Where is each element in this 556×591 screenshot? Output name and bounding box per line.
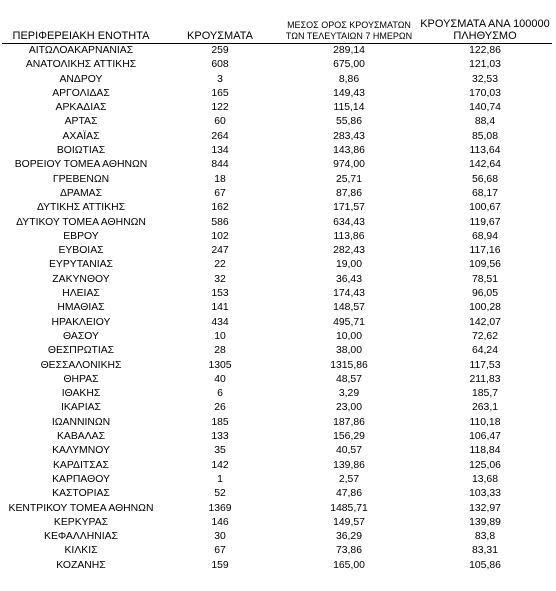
seven-day-average-cell: 675,00 <box>333 59 365 71</box>
table-row <box>2 244 552 258</box>
region-cell: ΑΝΑΤΟΛΙΚΗΣ ΑΤΤΙΚΗΣ <box>25 59 137 71</box>
table-row <box>2 416 552 430</box>
table-row <box>2 287 552 301</box>
region-cell: ΔΥΤΙΚΟΥ ΤΟΜΕΑ ΑΘΗΝΩΝ <box>16 216 146 228</box>
cases-cell: 52 <box>214 488 226 500</box>
region-cell: ΒΟΡΕΙΟΥ ΤΟΜΕΑ ΑΘΗΝΩΝ <box>14 159 148 171</box>
region-cell: ΔΥΤΙΚΗΣ ΑΤΤΙΚΗΣ <box>36 202 126 214</box>
cases-cell: 102 <box>211 230 229 242</box>
table-body <box>2 44 552 573</box>
seven-day-average-cell: 149,43 <box>333 87 365 99</box>
table-row <box>2 544 552 558</box>
seven-day-average-cell: 174,43 <box>333 288 365 300</box>
region-cell: ΑΧΑΪΑΣ <box>62 130 100 142</box>
seven-day-average-cell: 48,57 <box>335 373 362 385</box>
cases-per-100k-cell: 100,28 <box>469 302 501 314</box>
cases-cell: 40 <box>214 373 226 385</box>
cases-cell: 153 <box>211 288 229 300</box>
region-cell: ΕΥΡΥΤΑΝΙΑΣ <box>49 259 113 271</box>
cases-per-100k-cell: 96,05 <box>471 288 498 300</box>
cases-cell: 3 <box>217 73 223 85</box>
cases-cell: 122 <box>211 102 229 114</box>
cases-per-100k-cell: 68,17 <box>471 187 498 199</box>
region-cell: ΖΑΚΥΝΘΟΥ <box>52 273 110 285</box>
cases-cell: 142 <box>211 459 229 471</box>
cases-per-100k-cell: 211,83 <box>469 373 501 385</box>
cases-cell: 18 <box>214 173 226 185</box>
cases-per-100k-cell: 56,68 <box>471 173 498 185</box>
seven-day-average-cell: 283,43 <box>333 130 365 142</box>
seven-day-average-cell: 289,14 <box>333 45 365 56</box>
cases-per-100k-cell: 106,47 <box>469 431 501 443</box>
cases-cell: 586 <box>211 216 229 228</box>
table-row <box>2 373 552 387</box>
seven-day-average-cell: 1485,71 <box>330 502 368 514</box>
seven-day-average-cell: 156,29 <box>333 431 365 443</box>
cases-per-100k-cell: 185,7 <box>471 388 498 400</box>
seven-day-average-cell: 113,86 <box>333 230 365 242</box>
region-cell: ΗΜΑΘΙΑΣ <box>57 302 105 314</box>
cases-cell: 28 <box>214 345 226 357</box>
cases-per-100k-cell: 117,16 <box>469 245 501 257</box>
region-cell: ΙΚΑΡΙΑΣ <box>61 402 101 414</box>
cases-cell: 67 <box>214 187 226 199</box>
seven-day-average-cell: 115,14 <box>333 102 365 114</box>
cases-per-100k-cell: 170,03 <box>469 87 501 99</box>
cases-cell: 259 <box>211 45 229 56</box>
table-row <box>2 430 552 444</box>
cases-per-100k-cell: 105,86 <box>469 559 501 571</box>
table-row <box>2 359 552 373</box>
seven-day-average-cell: 165,00 <box>333 559 365 571</box>
cases-per-100k-cell: 119,67 <box>469 216 501 228</box>
seven-day-average-cell: 974,00 <box>333 159 365 171</box>
cases-per-100k-cell: 103,33 <box>469 488 501 500</box>
cases-cell: 60 <box>214 116 226 128</box>
cases-per-100k-cell: 263,1 <box>471 402 498 414</box>
seven-day-average-cell: 187,86 <box>333 416 365 428</box>
cases-cell: 67 <box>214 545 226 557</box>
table-row <box>2 58 552 72</box>
region-cell: ΒΟΙΩΤΙΑΣ <box>56 145 106 157</box>
cases-per-100k-cell: 121,03 <box>469 59 501 71</box>
table-row <box>2 516 552 530</box>
seven-day-average-cell: 73,86 <box>335 545 362 557</box>
header-region: ΠΕΡΙΦΕΡΕΙΑΚΗ ΕΝΟΤΗΤΑ <box>2 18 160 44</box>
region-cell: ΚΑΡΠΑΘΟΥ <box>52 473 110 485</box>
region-cell: ΓΡΕΒΕΝΩΝ <box>52 173 110 185</box>
region-cell: ΚΑΣΤΟΡΙΑΣ <box>52 488 110 500</box>
seven-day-average-cell: 495,71 <box>333 316 365 328</box>
cases-cell: 185 <box>211 416 229 428</box>
cases-cell: 844 <box>211 159 229 171</box>
table-row <box>2 316 552 330</box>
table-row <box>2 144 552 158</box>
cases-cell: 165 <box>211 87 229 99</box>
table-row <box>2 387 552 401</box>
region-cell: ΘΑΣΟΥ <box>63 330 99 342</box>
seven-day-average-cell: 38,00 <box>335 345 362 357</box>
seven-day-average-cell: 25,71 <box>335 173 362 185</box>
cases-per-100k-cell: 83,8 <box>474 531 496 543</box>
seven-day-average-cell: 149,57 <box>333 516 365 528</box>
cases-cell: 1305 <box>208 359 232 371</box>
table-row <box>2 273 552 287</box>
region-cell: ΚΑΛΥΜΝΟΥ <box>52 445 110 457</box>
table-row <box>2 487 552 501</box>
table-row <box>2 158 552 172</box>
cases-per-100k-cell: 110,18 <box>469 416 501 428</box>
seven-day-average-cell: 40,57 <box>335 445 362 457</box>
region-cell: ΘΕΣΣΑΛΟΝΙΚΗΣ <box>40 359 122 371</box>
cases-per-100k-cell: 100,67 <box>469 202 501 214</box>
region-cell: ΗΛΕΙΑΣ <box>62 288 100 300</box>
table-row <box>2 101 552 115</box>
seven-day-average-cell: 3,29 <box>338 388 360 400</box>
cases-cell: 434 <box>211 316 229 328</box>
table-row <box>2 216 552 230</box>
cases-per-100k-cell: 85,08 <box>471 130 498 142</box>
header-cases-per-100k <box>418 18 552 44</box>
table-row <box>2 73 552 87</box>
seven-day-average-cell: 19,00 <box>335 259 362 271</box>
cases-per-100k-cell: 72,62 <box>471 330 498 342</box>
region-cell: ΘΗΡΑΣ <box>63 373 99 385</box>
region-cell: ΚΟΖΑΝΗΣ <box>56 559 106 571</box>
cases-cell: 1369 <box>208 502 232 514</box>
cases-cell: 30 <box>214 531 226 543</box>
region-cell: ΔΡΑΜΑΣ <box>59 187 103 199</box>
table-row <box>2 173 552 187</box>
cases-cell: 10 <box>214 330 226 342</box>
seven-day-average-cell: 143,86 <box>333 145 365 157</box>
seven-day-average-cell: 47,86 <box>335 488 362 500</box>
region-cell: ΚΙΛΚΙΣ <box>64 545 98 557</box>
region-cell: ΘΕΣΠΡΩΤΙΑΣ <box>47 345 115 357</box>
table-row <box>2 459 552 473</box>
cases-per-100k-cell: 13,68 <box>471 473 498 485</box>
regional-cases-table <box>2 18 552 573</box>
table-row <box>2 344 552 358</box>
seven-day-average-cell: 36,29 <box>335 531 362 543</box>
seven-day-average-cell: 148,57 <box>333 302 365 314</box>
header-seven-day-average-line2: ΤΩΝ ΤΕΛΕΥΤΑΙΩΝ 7 ΗΜΕΡΩΝ <box>285 31 413 41</box>
table-row <box>2 330 552 344</box>
region-cell: ΚΑΒΑΛΑΣ <box>56 431 106 443</box>
cases-cell: 1 <box>217 473 223 485</box>
table-row <box>2 44 552 59</box>
cases-cell: 141 <box>211 302 229 314</box>
cases-cell: 32 <box>214 273 226 285</box>
region-cell: ΑΡΓΟΛΙΔΑΣ <box>52 87 110 99</box>
cases-cell: 6 <box>217 388 223 400</box>
cases-cell: 134 <box>211 145 229 157</box>
cases-per-100k-cell: 132,97 <box>469 502 501 514</box>
cases-per-100k-cell: 142,64 <box>469 159 501 171</box>
seven-day-average-cell: 8,86 <box>338 73 360 85</box>
seven-day-average-cell: 10,00 <box>335 330 362 342</box>
cases-per-100k-cell: 78,51 <box>471 273 498 285</box>
region-cell: ΙΘΑΚΗΣ <box>61 388 101 400</box>
cases-cell: 22 <box>214 259 226 271</box>
table-row <box>2 444 552 458</box>
region-cell: ΙΩΑΝΝΙΝΩΝ <box>51 416 111 428</box>
header-cases: ΚΡΟΥΣΜΑΤΑ <box>160 18 280 44</box>
cases-per-100k-cell: 140,74 <box>469 102 501 114</box>
cases-per-100k-cell: 139,89 <box>469 516 501 528</box>
cases-cell: 35 <box>214 445 226 457</box>
seven-day-average-cell: 2,57 <box>338 473 360 485</box>
region-cell: ΑΙΤΩΛΟΑΚΑΡΝΑΝΙΑΣ <box>28 45 134 56</box>
seven-day-average-cell: 36,43 <box>335 273 362 285</box>
seven-day-average-cell: 139,86 <box>333 459 365 471</box>
table-row <box>2 473 552 487</box>
region-cell: ΚΕΝΤΡΙΚΟΥ ΤΟΜΕΑ ΑΘΗΝΩΝ <box>8 502 154 514</box>
cases-per-100k-cell: 117,53 <box>469 359 501 371</box>
cases-per-100k-cell: 142,07 <box>469 316 501 328</box>
seven-day-average-cell: 55,86 <box>335 116 362 128</box>
seven-day-average-cell: 1315,86 <box>330 359 368 371</box>
header-seven-day-average <box>280 18 418 44</box>
table-row <box>2 502 552 516</box>
region-cell: ΚΕΦΑΛΛΗΝΙΑΣ <box>44 531 118 543</box>
table-row <box>2 201 552 215</box>
table-row <box>2 301 552 315</box>
cases-per-100k-cell: 118,84 <box>469 445 501 457</box>
cases-cell: 264 <box>211 130 229 142</box>
seven-day-average-cell: 634,43 <box>333 216 365 228</box>
table-row <box>2 115 552 129</box>
cases-cell: 159 <box>211 559 229 571</box>
header-seven-day-average-line1: ΜΕΣΟΣ ΟΡΟΣ ΚΡΟΥΣΜΑΤΩΝ <box>287 20 411 30</box>
cases-cell: 162 <box>211 202 229 214</box>
table-row <box>2 130 552 144</box>
cases-per-100k-cell: 68,94 <box>471 230 498 242</box>
cases-per-100k-cell: 109,56 <box>469 259 501 271</box>
cases-per-100k-cell: 32,53 <box>471 73 498 85</box>
cases-cell: 26 <box>214 402 226 414</box>
region-cell: ΚΑΡΔΙΤΣΑΣ <box>53 459 109 471</box>
table-row <box>2 401 552 415</box>
region-cell: ΗΡΑΚΛΕΙΟΥ <box>51 316 111 328</box>
cases-cell: 146 <box>211 516 229 528</box>
table-header-row <box>2 18 552 44</box>
seven-day-average-cell: 87,86 <box>335 187 362 199</box>
cases-cell: 247 <box>211 245 229 257</box>
table-row <box>2 187 552 201</box>
cases-cell: 608 <box>211 59 229 71</box>
region-cell: ΑΝΔΡΟΥ <box>59 73 103 85</box>
header-cases-per-100k-line1: ΚΡΟΥΣΜΑΤΑ ΑΝΑ 100000 <box>420 18 550 30</box>
table-row <box>2 230 552 244</box>
table-row <box>2 258 552 272</box>
table-row <box>2 559 552 573</box>
table-row <box>2 530 552 544</box>
seven-day-average-cell: 23,00 <box>335 402 362 414</box>
cases-cell: 133 <box>211 431 229 443</box>
cases-per-100k-cell: 88,4 <box>474 116 496 128</box>
region-cell: ΕΒΡΟΥ <box>63 230 99 242</box>
seven-day-average-cell: 282,43 <box>333 245 365 257</box>
table-row <box>2 87 552 101</box>
cases-per-100k-cell: 125,06 <box>469 459 501 471</box>
seven-day-average-cell: 171,57 <box>333 202 365 214</box>
cases-per-100k-cell: 64,24 <box>471 345 498 357</box>
region-cell: ΑΡΤΑΣ <box>64 116 98 128</box>
region-cell: ΑΡΚΑΔΙΑΣ <box>55 102 107 114</box>
cases-per-100k-cell: 122,86 <box>469 45 501 56</box>
region-cell: ΚΕΡΚΥΡΑΣ <box>53 516 109 528</box>
header-cases-per-100k-line2: ΠΛΗΘΥΣΜΟ <box>453 30 517 42</box>
cases-per-100k-cell: 83,31 <box>471 545 498 557</box>
cases-per-100k-cell: 113,64 <box>469 145 501 157</box>
region-cell: ΕΥΒΟΙΑΣ <box>58 245 104 257</box>
